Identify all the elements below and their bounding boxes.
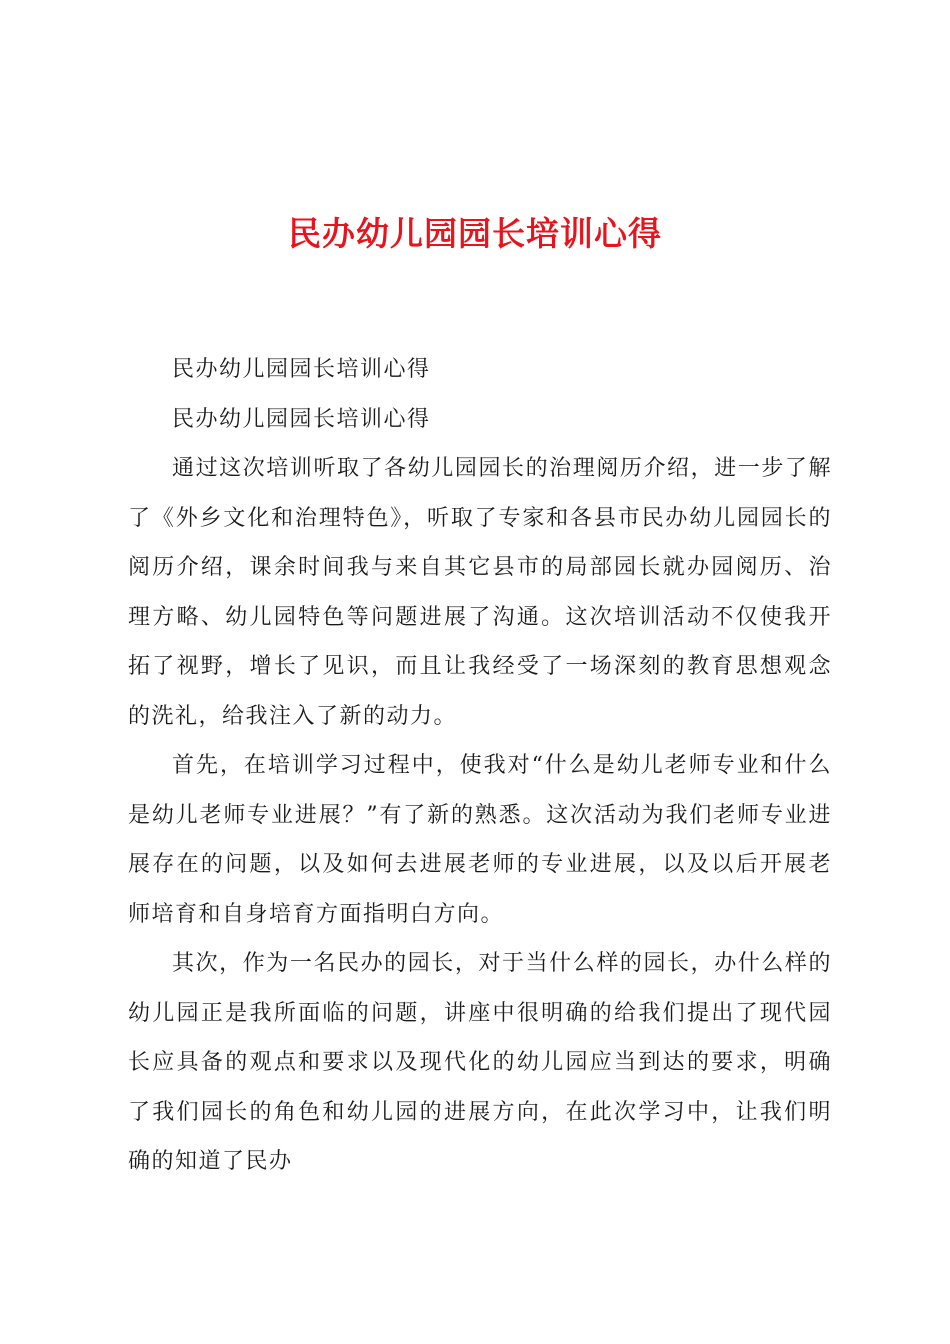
paragraph-subtitle-2: 民办幼儿园园长培训心得 bbox=[172, 406, 431, 432]
paragraph-first: 首先，在培训学习过程中，使我对“什么是幼儿老师专业和什么是幼儿老师专业进展？”有了新的熟悉。这次活动为我们老师专业进展存在的问题，以及如何去进展老师的专业进展，以及以后开展老师培育和自身培育方面指明白方向。 bbox=[128, 753, 832, 927]
paragraph-intro: 通过这次培训听取了各幼儿园园长的治理阅历介绍，进一步了解了《外乡文化和治理特色》，听取了专家和各县市民办幼儿园园长的阅历介绍，课余时间我与来自其它县市的局部园长就办园阅历、治理方略、幼儿园特色等问题进展了沟通。这次培训活动不仅使我开拓了视野，增长了见识，而且让我经受了一场深刻的教育思想观念的洗礼，给我注入了新的动力。 bbox=[128, 456, 832, 729]
document-body bbox=[128, 345, 832, 1187]
document-title: 民办幼儿园园长培训心得 bbox=[288, 214, 662, 253]
paragraph-subtitle-1: 民办幼儿园园长培训心得 bbox=[172, 357, 431, 382]
paragraph-second: 其次，作为一名民办的园长，对于当什么样的园长，办什么样的幼儿园正是我所面临的问题，讲座中很明确的给我们提出了现代园长应具备的观点和要求以及现代化的幼儿园应当到达的要求，明确了我们园长的角色和幼儿园的进展方向，在此次学习中，让我们明确的知道了民办 bbox=[128, 951, 832, 1174]
